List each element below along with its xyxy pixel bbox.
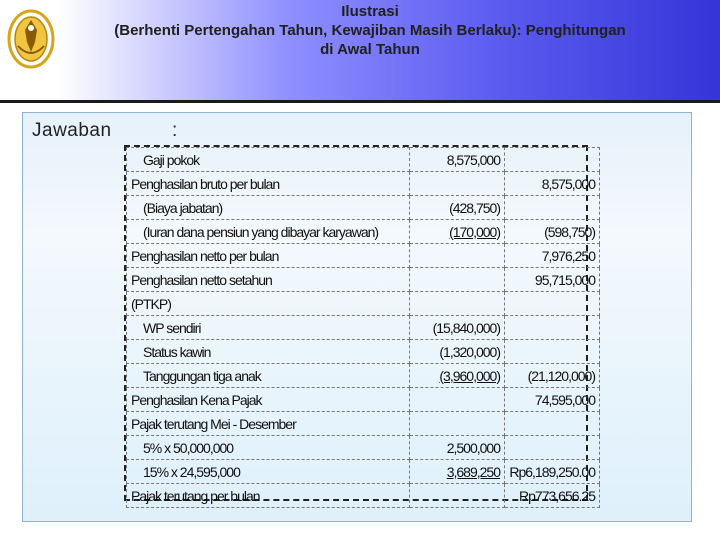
table-row (127, 292, 600, 316)
row-amount (410, 268, 505, 292)
row-amount: (170,000) (410, 220, 505, 244)
header-divider (0, 100, 720, 103)
answer-colon: : (172, 120, 178, 141)
title-line-3: di Awal Tahun (320, 41, 420, 58)
row-amount (410, 484, 505, 508)
row-label: Pajak terutang Mei - Desember (127, 412, 410, 436)
row-label: Penghasilan netto setahun (127, 268, 410, 292)
row-total (505, 292, 600, 316)
table-row (127, 148, 600, 172)
table-row (127, 436, 600, 460)
row-amount: 8,575,000 (410, 148, 505, 172)
row-total: (598,750) (505, 220, 600, 244)
table-row (127, 268, 600, 292)
row-label: Penghasilan bruto per bulan (127, 172, 410, 196)
row-label: Penghasilan netto per bulan (127, 244, 410, 268)
title-line-2: (Berhenti Pertengahan Tahun, Kewajiban Masih Berlaku): Penghitungan (114, 22, 626, 39)
slide-title (40, 2, 700, 59)
calc-table-body (127, 148, 600, 508)
row-amount (410, 172, 505, 196)
row-total (505, 436, 600, 460)
table-row (127, 220, 600, 244)
row-amount: 2,500,000 (410, 436, 505, 460)
row-label: (Biaya jabatan) (127, 196, 410, 220)
table-row (127, 244, 600, 268)
table-row (127, 460, 600, 484)
table-row (127, 316, 600, 340)
row-total: Rp6,189,250.00 (505, 460, 600, 484)
row-amount: 3,689,250 (410, 460, 505, 484)
row-total (505, 412, 600, 436)
row-total (505, 316, 600, 340)
row-total: Rp773,656.25 (505, 484, 600, 508)
table-row (127, 412, 600, 436)
table-row (127, 388, 600, 412)
row-amount: (3,960,000) (410, 364, 505, 388)
row-total: 95,715,000 (505, 268, 600, 292)
row-amount: (15,840,000) (410, 316, 505, 340)
row-total: 7,976,250 (505, 244, 600, 268)
row-label: Gaji pokok (127, 148, 410, 172)
row-label: Pajak terutang per bulan (127, 484, 410, 508)
row-amount (410, 244, 505, 268)
table-row (127, 172, 600, 196)
table-row (127, 340, 600, 364)
row-label: (PTKP) (127, 292, 410, 316)
row-amount: (1,320,000) (410, 340, 505, 364)
row-total (505, 196, 600, 220)
row-amount (410, 388, 505, 412)
row-total (505, 340, 600, 364)
row-label: Penghasilan Kena Pajak (127, 388, 410, 412)
row-total (505, 148, 600, 172)
row-label: Status kawin (127, 340, 410, 364)
row-label: 5% x 50,000,000 (127, 436, 410, 460)
row-label: Tanggungan tiga anak (127, 364, 410, 388)
answer-label: Jawaban (32, 120, 112, 141)
row-label: WP sendiri (127, 316, 410, 340)
row-amount (410, 292, 505, 316)
table-row (127, 364, 600, 388)
row-total: (21,120,000) (505, 364, 600, 388)
tax-calculation-table (124, 145, 595, 504)
row-total: 8,575,000 (505, 172, 600, 196)
row-label: (Iuran dana pensiun yang dibayar karyawan) (127, 220, 410, 244)
row-amount: (428,750) (410, 196, 505, 220)
row-label: 15% x 24,595,000 (127, 460, 410, 484)
table-row (127, 484, 600, 508)
title-line-1: Ilustrasi (341, 3, 399, 20)
table-row (127, 196, 600, 220)
row-total: 74,595,000 (505, 388, 600, 412)
row-amount (410, 412, 505, 436)
